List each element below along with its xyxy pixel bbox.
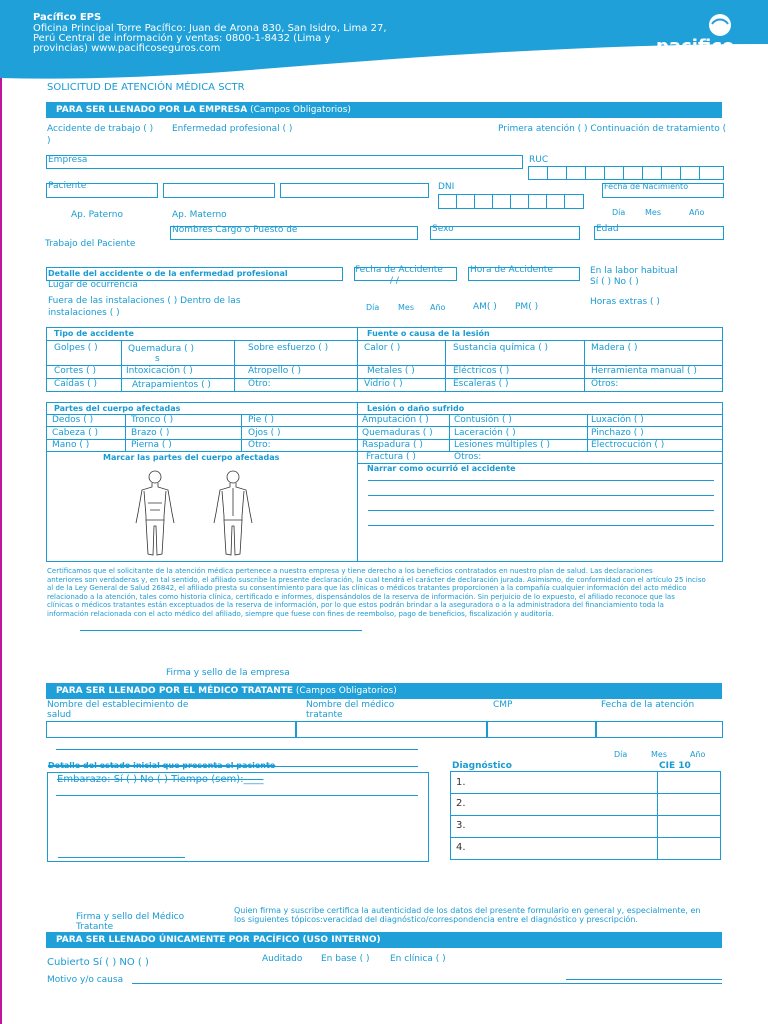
lesiones-multiples-checkbox[interactable]: Lesiones múltiples ( ) — [454, 440, 551, 450]
ruc-field[interactable] — [528, 166, 724, 180]
body-back-icon[interactable] — [208, 468, 258, 558]
tipo-accidente-header: Tipo de accidente — [54, 329, 134, 338]
diagnostico-row-2[interactable]: 2. — [456, 798, 466, 809]
fecha-atencion-label: Fecha de la atención — [601, 700, 695, 710]
declaration-line: anteriores son verdaderas y, en tal sentido, el afiliado suscribe la presente declaración, la cual tendrá el carácter de declaración jurada. Asimismo, de conformidad con el artículo 25 inciso — [47, 575, 706, 584]
table-divider — [450, 837, 721, 838]
raspadura-checkbox[interactable]: Raspadura ( ) — [362, 440, 423, 450]
empresa-label: Empresa — [48, 155, 88, 165]
table-divider — [121, 340, 122, 392]
pierna-checkbox[interactable]: Pierna ( ) — [131, 440, 172, 450]
pinchazo-checkbox[interactable]: Pinchazo ( ) — [591, 428, 644, 438]
cortes-checkbox[interactable]: Cortes ( ) — [54, 366, 96, 376]
tratante-label: tratante — [306, 710, 343, 720]
ruc-divider — [566, 166, 567, 180]
electricos-checkbox[interactable]: Eléctricos ( ) — [453, 366, 510, 376]
estado-inicial-field[interactable] — [47, 772, 429, 862]
ojos-checkbox[interactable]: Ojos ( ) — [248, 428, 281, 438]
ruc-divider — [699, 166, 700, 180]
firma-empresa-label: Firma y sello de la empresa — [166, 668, 290, 678]
company-name: Pacífico EPS — [33, 12, 102, 23]
table-divider — [357, 327, 358, 392]
dni-divider — [456, 194, 457, 209]
declaration-text — [47, 567, 723, 619]
logo-icon — [707, 12, 733, 38]
pie-checkbox[interactable]: Pie ( ) — [248, 415, 275, 425]
body-front-icon[interactable] — [130, 468, 180, 558]
embarazo-checkbox[interactable]: Embarazo: Sí ( ) No ( ) Tiempo (sem):____ — [57, 774, 264, 785]
declaration-line: al de la Ley General de Salud 26842, el afiliado presta su consentimiento para que las clínicas o médicos tratantes proporcionen a la compañía cualquier información del acto médico — [47, 584, 687, 593]
nombres-cargo-label: Nombres Cargo o Puesto de — [172, 225, 298, 235]
sobre-esfuerzo-checkbox[interactable]: Sobre esfuerzo ( ) — [248, 343, 329, 353]
ruc-divider — [623, 166, 624, 180]
luxacion-checkbox[interactable]: Luxación ( ) — [591, 415, 644, 425]
logo-text: pacifico — [656, 36, 735, 57]
hora-accidente-label: Hora de Accidente — [470, 265, 553, 275]
electrocucion-checkbox[interactable]: Electrocución ( ) — [591, 440, 665, 450]
tronco-checkbox[interactable]: Tronco ( ) — [131, 415, 174, 425]
sustancia-quimica-checkbox[interactable]: Sustancia química ( ) — [453, 343, 549, 353]
otro-parte-field[interactable]: Otro: — [248, 440, 271, 450]
lesion-dano-header: Lesión o daño sufrido — [367, 404, 465, 413]
fractura-checkbox[interactable]: Fractura ( ) — [366, 452, 416, 462]
atrapamientos-checkbox[interactable]: Atrapamientos ( ) — [132, 380, 211, 390]
narrar-line[interactable] — [368, 495, 714, 496]
dni-divider — [492, 194, 493, 209]
page-edge — [0, 0, 2, 1024]
pm-checkbox[interactable]: PM( ) — [515, 302, 539, 312]
calor-checkbox[interactable]: Calor ( ) — [364, 343, 401, 353]
ruc-divider — [680, 166, 681, 180]
madera-checkbox[interactable]: Madera ( ) — [591, 343, 638, 353]
certifica-line-2: los siguientes tópicos:veracidad del diagnóstico/correspondencia entre el diagnóstico y prescripción. — [234, 915, 638, 924]
table-divider — [587, 414, 588, 451]
table-divider — [584, 340, 585, 392]
table-divider — [125, 414, 126, 451]
close-paren: ) — [47, 136, 51, 146]
dni-divider — [564, 194, 565, 209]
mano-checkbox[interactable]: Mano ( ) — [52, 440, 90, 450]
quemaduras-checkbox[interactable]: Quemaduras ( ) — [362, 428, 433, 438]
fecha-slashes: / / — [390, 276, 399, 286]
herramienta-manual-checkbox[interactable]: Herramienta manual ( ) — [591, 366, 697, 376]
brazo-checkbox[interactable]: Brazo ( ) — [131, 428, 170, 438]
paciente-label: Paciente — [48, 181, 87, 191]
salud-label: salud — [47, 710, 72, 720]
address: Oficina Principal Torre Pacífico: Juan de Arona 830, San Isidro, Lima 27, — [33, 23, 387, 34]
diagnostico-row-4[interactable]: 4. — [456, 842, 466, 853]
cubierto-checkbox[interactable]: Cubierto Sí ( ) NO ( ) — [47, 957, 149, 968]
dni-field[interactable] — [438, 194, 584, 209]
ruc-divider — [661, 166, 662, 180]
mes-label-2: Mes — [398, 303, 414, 312]
intoxicacion-checkbox[interactable]: Intoxicación ( ) — [126, 366, 193, 376]
tratante-label-2: Tratante — [76, 922, 114, 932]
amputacion-checkbox[interactable]: Amputación ( ) — [362, 415, 429, 425]
dentro-instalaciones-checkbox[interactable]: instalaciones ( ) — [48, 308, 120, 318]
ruc-divider — [585, 166, 586, 180]
anio-label-3: Año — [690, 750, 706, 759]
estado-line[interactable] — [58, 857, 185, 858]
auditado-label: Auditado — [262, 954, 303, 964]
contusion-checkbox[interactable]: Contusión ( ) — [454, 415, 512, 425]
horas-extras-checkbox[interactable]: Horas extras ( ) — [590, 297, 660, 307]
dia-label-2: Día — [366, 303, 380, 312]
table-divider — [46, 426, 723, 427]
dni-divider — [546, 194, 547, 209]
accidente-trabajo-checkbox[interactable]: Accidente de trabajo ( ) — [47, 124, 154, 134]
ruc-divider — [547, 166, 548, 180]
table-divider — [450, 815, 721, 816]
fuente-lesion-header: Fuente o causa de la lesión — [367, 329, 490, 338]
detalle-estado-label: Detalle del estado inicial que presenta el paciente — [48, 761, 276, 770]
firma-empresa-line[interactable] — [80, 630, 362, 631]
quemadura-checkbox[interactable]: Quemadura ( ) — [128, 344, 194, 354]
otros-lesion-field[interactable]: Otros: — [454, 452, 482, 462]
en-base-checkbox[interactable]: En base ( ) — [321, 954, 370, 964]
primera-atencion-checkbox[interactable]: Primera atención ( ) Continuación de tratamiento ( — [498, 124, 727, 134]
en-clinica-checkbox[interactable]: En clínica ( ) — [390, 954, 446, 964]
ruc-divider — [604, 166, 605, 180]
form-title: SOLICITUD DE ATENCIÓN MÉDICA SCTR — [47, 82, 245, 93]
diagnostico-label: Diagnóstico — [452, 761, 512, 771]
cabeza-checkbox[interactable]: Cabeza ( ) — [52, 428, 99, 438]
laceracion-checkbox[interactable]: Laceración ( ) — [454, 428, 516, 438]
fecha-accidente-label: Fecha de Accidente — [355, 265, 443, 275]
cmp-label: CMP — [493, 700, 513, 710]
diagnostico-row-1[interactable]: 1. — [456, 777, 466, 788]
otro-tipo-field[interactable]: Otro: — [248, 379, 271, 389]
declaration-line: clínicas o médicos tratantes están exceptuados de la reserva de información, por lo que estos podrán brindar a la aseguradora o a la administradora del financiamiento toda la — [47, 601, 664, 610]
ap-materno-field[interactable] — [163, 183, 275, 198]
nombre-medico-label: Nombre del médico — [306, 700, 395, 710]
dedos-checkbox[interactable]: Dedos ( ) — [52, 415, 94, 425]
phone: Perú Central de información y ventas: 0800-1-8432 (Lima y — [33, 33, 331, 44]
dni-divider — [528, 194, 529, 209]
detalle-accidente-label: Detalle del accidente o de la enfermedad profesional — [48, 269, 288, 278]
certifica-line-1: Quien firma y suscribe certifica la autenticidad de los datos del presente formulario en general y, especialmente, en — [234, 906, 701, 915]
narrar-line[interactable] — [368, 525, 714, 526]
fuera-instalaciones-checkbox[interactable]: Fuera de las instalaciones ( ) Dentro de las — [48, 296, 241, 306]
section-empresa-bar: PARA SER LLENADO POR LA EMPRESA (Campos Obligatorios) — [46, 102, 722, 118]
enfermedad-profesional-checkbox[interactable]: Enfermedad profesional ( ) — [172, 124, 293, 134]
metales-checkbox[interactable]: Metales ( ) — [367, 366, 415, 376]
anio-label: Año — [689, 208, 705, 217]
labor-habitual-label: En la labor habitual — [590, 266, 678, 276]
ap-materno-label: Ap. Materno — [172, 210, 227, 220]
table-divider — [46, 340, 723, 341]
ap-paterno-label: Ap. Paterno — [71, 210, 123, 220]
establecimiento-field[interactable] — [46, 721, 296, 738]
caidas-checkbox[interactable]: Caídas ( ) — [54, 379, 97, 389]
sexo-label: Sexo — [432, 224, 454, 234]
estado-line — [48, 766, 418, 767]
nombre-medico-field[interactable] — [296, 721, 487, 738]
table-divider — [445, 340, 446, 392]
website: provincias) www.pacificoseguros.com — [33, 43, 221, 54]
vidrio-checkbox[interactable]: Vidrio ( ) — [364, 379, 403, 389]
am-checkbox[interactable]: AM( ) — [473, 302, 497, 312]
narrar-label: Narrar como ocurrió el accidente — [367, 464, 516, 473]
lugar-ocurrencia-label: Lugar de ocurrencia — [48, 280, 138, 290]
narrar-line[interactable] — [368, 510, 714, 511]
declaration-line: Certificamos que el solicitante de la atención médica pertenece a nuestra empresa y tiene derecho a los beneficios contratados en nuestro plan de salud. Las declaraciones — [47, 567, 653, 575]
escaleras-checkbox[interactable]: Escaleras ( ) — [453, 379, 509, 389]
ruc-label: RUC — [529, 155, 549, 165]
motivo-line[interactable] — [132, 983, 722, 984]
establecimiento-label: Nombre del establecimiento de — [47, 700, 189, 710]
estado-line[interactable] — [56, 795, 418, 796]
atropello-checkbox[interactable]: Atropello ( ) — [248, 366, 302, 376]
anio-label-2: Año — [430, 303, 446, 312]
fecha-atencion-field[interactable] — [596, 721, 723, 738]
narrar-line[interactable] — [368, 480, 714, 481]
dia-label: Día — [612, 208, 626, 217]
dni-label: DNI — [438, 182, 455, 192]
dni-divider — [510, 194, 511, 209]
cmp-field[interactable] — [487, 721, 596, 738]
cie10-label: CIE 10 — [659, 761, 691, 771]
declaration-line: relacionado a la atención, tales como historia clínica, certificado e informes, dispensándolos de la reserva de información. Sin perjuicio de lo expuesto, el afiliado reconoce que las — [47, 592, 675, 601]
partes-cuerpo-header: Partes del cuerpo afectadas — [54, 404, 181, 413]
diagnostico-row-3[interactable]: 3. — [456, 820, 466, 831]
table-divider — [234, 340, 235, 392]
ruc-divider — [642, 166, 643, 180]
mes-label: Mes — [645, 208, 661, 217]
labor-habitual-checkbox[interactable]: Sí ( ) No ( ) — [590, 277, 639, 287]
fecha-nacimiento-label: Fecha de Nacimiento — [604, 182, 689, 191]
section-medico-bar: PARA SER LLENADO POR EL MÉDICO TRATANTE (Campos Obligatorios) — [46, 683, 722, 699]
estado-line[interactable] — [56, 749, 418, 750]
trabajo-paciente-label: Trabajo del Paciente — [45, 239, 136, 249]
empresa-field[interactable] — [46, 155, 523, 169]
firma-medico-label: Firma y sello del Médico — [76, 912, 185, 922]
motivo-line[interactable] — [566, 979, 722, 980]
mes-label-3: Mes — [651, 750, 667, 759]
table-divider — [241, 414, 242, 451]
nombres-field[interactable] — [280, 183, 429, 198]
dia-label-3: Día — [614, 750, 628, 759]
marcar-partes-label: Marcar las partes del cuerpo afectadas — [103, 453, 280, 462]
edad-label: Edad — [596, 224, 619, 234]
section-interno-bar: PARA SER LLENADO ÚNICAMENTE POR PACÍFICO (USO INTERNO) — [46, 932, 722, 948]
table-divider — [449, 414, 450, 451]
dni-divider — [474, 194, 475, 209]
motivo-label: Motivo y/o causa — [47, 975, 124, 985]
golpes-checkbox[interactable]: Golpes ( ) — [54, 343, 98, 353]
quemadura-s: s — [155, 354, 160, 364]
table-divider — [450, 793, 721, 794]
declaration-line: información relacionada con el acto médico del afiliado, siempre que fuese con fines de reembolso, pago de beneficios, fiscalización y auditoría. — [47, 609, 554, 618]
otros-fuente-field[interactable]: Otros: — [591, 379, 619, 389]
